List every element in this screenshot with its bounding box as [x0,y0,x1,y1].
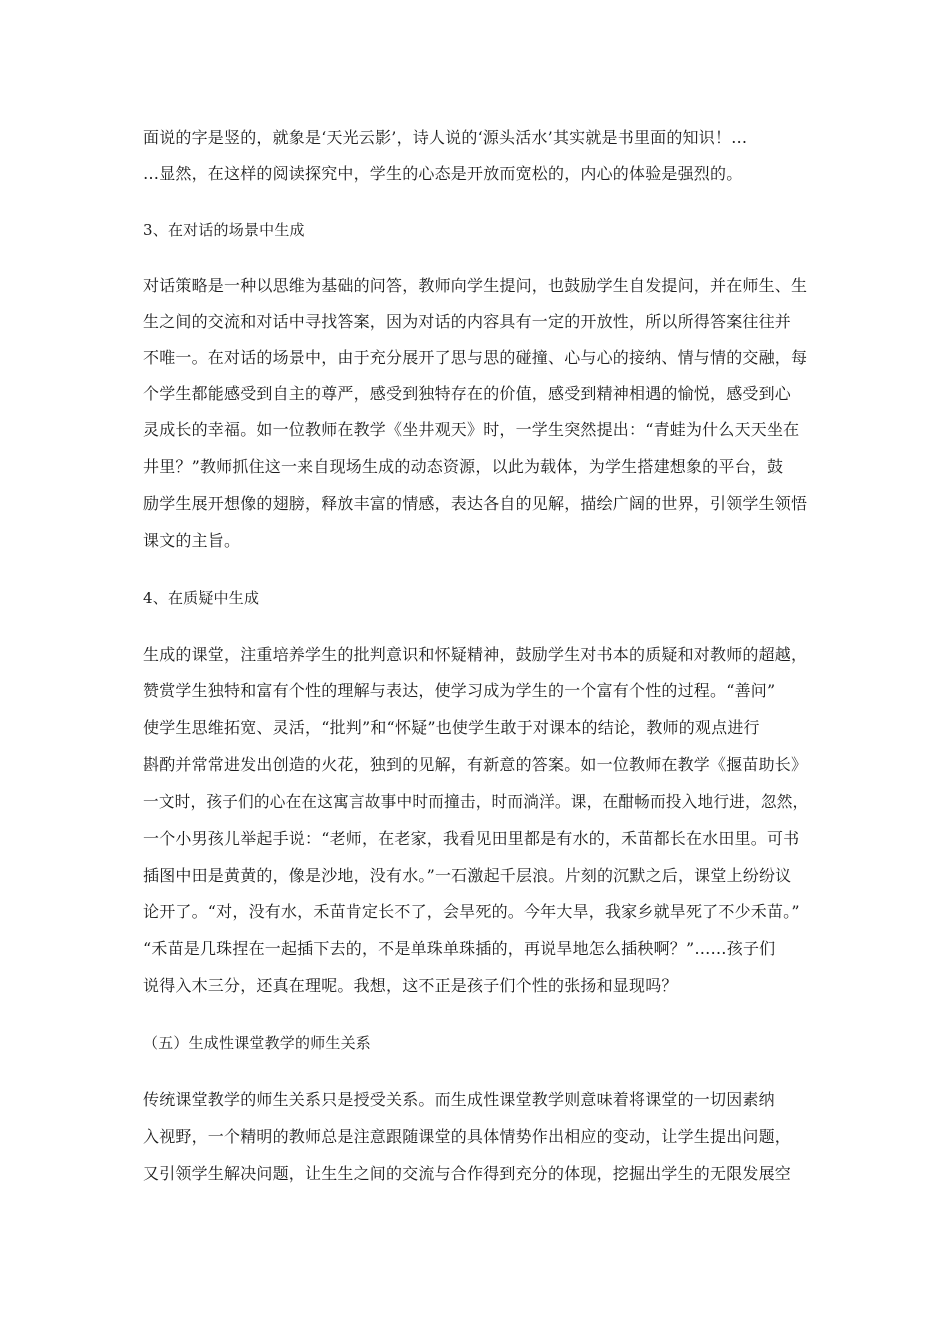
text-line: 使学生思维拓宽、灵活，“批判”和“怀疑”也使学生敢于对课本的结论，教师的观点进行 [143,718,760,737]
section-heading: 4、在质疑中生成 [143,589,260,607]
text-line: 赞赏学生独特和富有个性的理解与表达，使学习成为学生的一个富有个性的过程。“善问” [143,681,776,700]
text-line: 个学生都能感受到自主的尊严，感受到独特存在的价值，感受到精神相遇的愉悦，感受到心 [143,384,792,403]
text-line: 不唯一。在对话的场景中，由于充分展开了思与思的碰撞、心与心的接纳、情与情的交融，每 [143,348,808,367]
text-line: 一文时，孩子们的心在在这寓言故事中时而撞击，时而淌洋。课，在酣畅而投入地行进，忽然， [143,792,809,811]
text-line: 对话策略是一种以思维为基础的问答，教师向学生提问，也鼓励学生自发提问，并在师生、生 [143,276,808,295]
text-line: 又引领学生解决问题，让生生之间的交流与合作得到充分的体现，挖掘出学生的无限发展空 [143,1164,792,1183]
text-line: 面说的字是竖的，就象是‘天光云影’，诗人说的‘源头活水’其实就是书里面的知识！… [143,128,748,147]
text-line: 入视野，一个精明的教师总是注意跟随课堂的具体情势作出相应的变动，让学生提出问题， [143,1127,792,1146]
section-heading: （五）生成性课堂教学的师生关系 [143,1034,372,1052]
text-line: 一个小男孩儿举起手说：“老师，在老家，我看见田里都是有水的，禾苗都长在水田里。可书 [143,829,800,848]
text-line: 励学生展开想像的翅膀，释放丰富的情感，表达各自的见解，描绘广阔的世界，引领学生领悟 [143,494,808,513]
text-line: “禾苗是几珠捏在一起插下去的，不是单珠单珠插的，再说旱地怎么插秧啊？”……孩子们 [143,939,776,958]
text-line: 生成的课堂，注重培养学生的批判意识和怀疑精神，鼓励学生对书本的质疑和对教师的超越， [143,645,808,664]
text-line: 课文的主旨。 [143,531,241,550]
text-line: 论开了。“对，没有水，禾苗肯定长不了，会旱死的。今年大旱，我家乡就旱死了不少禾苗。” [143,902,800,921]
text-line: 灵成长的幸福。如一位教师在教学《坐井观天》时，一学生突然提出：“青蛙为什么天天坐在 [143,420,800,439]
text-line: 斟酌并常常进发出创造的火花，独到的见解，有新意的答案。如一位教师在教学《揠苗助长》 [143,755,808,774]
text-line: 传统课堂教学的师生关系只是授受关系。而生成性课堂教学则意味着将课堂的一切因素纳 [143,1090,775,1109]
text-line: 插图中田是黄黄的，像是沙地，没有水。”一石激起千层浪。片刻的沉默之后，课堂上纷纷议 [143,866,792,885]
text-line: 生之间的交流和对话中寻找答案，因为对话的内容具有一定的开放性，所以所得答案往往并 [143,312,792,331]
section-heading: 3、在对话的场景中生成 [143,221,305,239]
text-line: 井里？”教师抓住这一来自现场生成的动态资源，以此为载体，为学生搭建想象的平台，鼓 [143,457,784,476]
text-line: 说得入木三分，还真在理呢。我想，这不正是孩子们个性的张扬和显现吗？ [143,976,678,995]
text-line: …显然，在这样的阅读探究中，学生的心态是开放而宽松的，内心的体验是强烈的。 [143,164,743,183]
